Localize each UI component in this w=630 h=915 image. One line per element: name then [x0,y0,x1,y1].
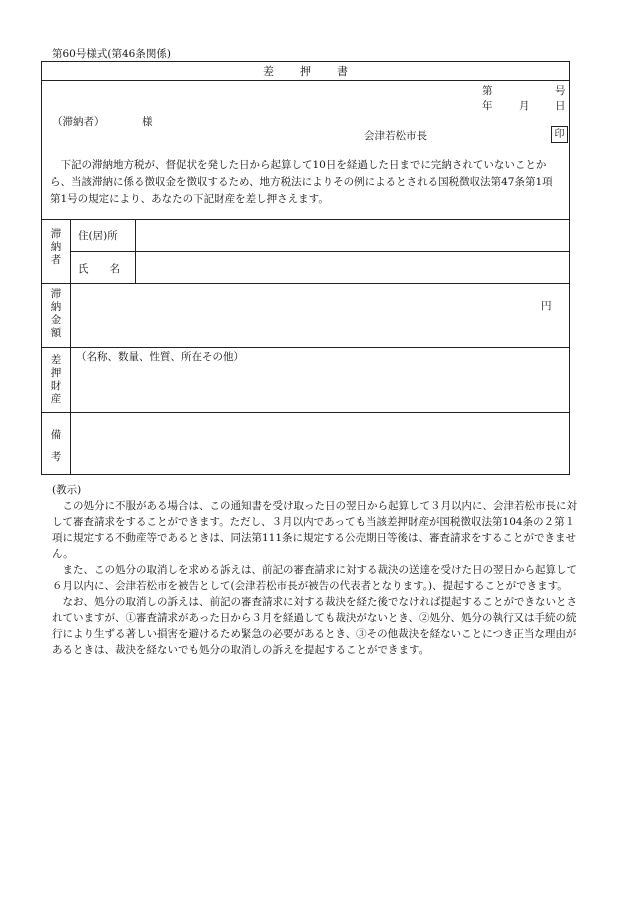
seizure-form [41,61,570,475]
amount-section-label: 滞納金額 [50,288,62,339]
notice-paragraph: この処分に不服がある場合は、この通知書を受け取った日の翌日から起算して３月以内に、会津若松市長に対して審査請求をすることができます。ただし、３月以内であっても当該差押財産が国税徴収法第104条の２第１項に規定する不動産等であるときは、同法第111条に規定する公売期日等後は、審査請求をすることができません。 [52,500,577,560]
taxpayer-section-label: 滞納者 [50,228,62,266]
date-day: 日 [555,100,566,112]
address-label: 住(居)所 [78,230,118,242]
date-month: 月 [519,100,530,112]
property-row-line [42,412,569,413]
notice-heading: (教示) [52,484,82,496]
issuer-name: 会津若松市長 [364,130,427,142]
property-note: （名称、数量、性質、所在その他） [76,351,244,363]
number-suffix: 号 [555,85,566,97]
table-top-line [42,219,569,220]
date-year: 年 [482,100,493,112]
seal-mark: 印 [551,126,568,143]
remarks-section-label: 備考 [50,429,62,463]
property-section-label: 差押財産 [50,354,62,405]
address-row-line [70,251,569,252]
form-title: 差押書 [42,62,569,81]
taxpayer-label: （滞納者） [52,116,105,128]
amount-row-line [42,347,569,348]
name-label: 氏 名 [78,263,120,275]
taxpayer-row-line [42,283,569,284]
notice-paragraph: なお、処分の取消しの訴えは、前記の審査請求に対する裁決を経た後でなければ提起することができないとされていますが、①審査請求があった日から３月を経過しても裁決がないとき、②処分、処分の執行又は手続の続行により生ずる著しい損害を避けるため緊急の必要があるとき、③その他裁決を経ないことにつき正当な理由があるときは、裁決を経ないでも処分の取消しの訴えを提起することができます。 [52,596,577,656]
form-number: 第60号様式(第46条関係) [52,48,171,60]
honorific: 様 [142,116,153,128]
notice-paragraph: また、この処分の取消しを求める訴えは、前記の審査請求に対する裁決の送達を受けた日の翌日から起算して６月以内に、会津若松市を被告として(会津若松市長が被告の代表者となります。)、提起することができます。 [52,564,577,592]
number-prefix: 第 [482,85,493,97]
appeal-notice [52,482,582,658]
body-text: 下記の滞納地方税が、督促状を発した日から起算して10日を経過した日までに完納されていないことから、当該滞納に係る徴収金を徴収するため、地方税法によりその例によるとされる国税徴収法第47条第1項第1号の規定により、あなたの下記財産を差し押さえます。 [50,159,553,205]
yen-unit: 円 [541,300,552,312]
